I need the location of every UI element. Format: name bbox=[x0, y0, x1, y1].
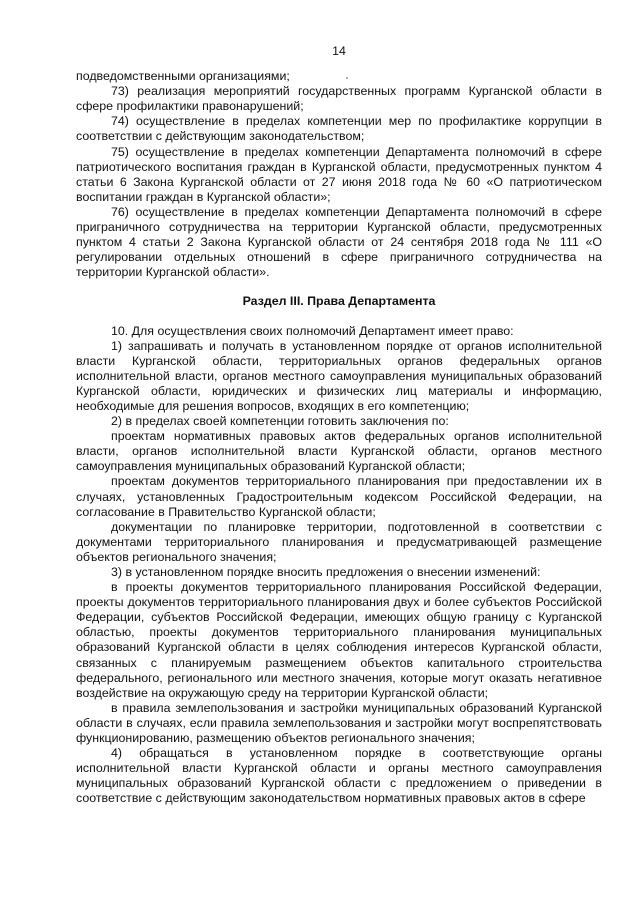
paragraph-subitem: в правила землепользования и застройки муниципальных образований Курганской области в случаях, если правила землепользования и застройки могут воспрепятствовать функционированию, размещению объектов регионального значения; bbox=[76, 700, 602, 746]
paragraph-right-1: 1) запрашивать и получать в установленном порядке от органов исполнительной власти Курганской области, территориальных органов федеральных органов исполнительной власти, органов местного самоуправления муниципальных образований Курганской области, юридических и физических лиц материалы и информацию, необходимые для решения вопросов, входящих в его компетенцию; bbox=[76, 338, 602, 413]
paragraph-right-2: 2) в пределах своей компетенции готовить заключения по: bbox=[111, 414, 449, 429]
list-items-top bbox=[76, 69, 602, 280]
paragraph-subitem: проектам документов территориального планирования при предоставлении их в случаях, установленных Градостроительным кодексом Российской Федерации, на согласование в Правительство Курганской области; bbox=[76, 474, 602, 519]
page-number: 14 bbox=[332, 44, 346, 58]
document-page bbox=[76, 44, 602, 807]
paragraph-subitem: в проекты документов территориального планирования Российской Федерации, проекты документов территориального планирования двух и более субъектов Российской Федерации, субъектов Российской Федерации, имеющих общую границу с Курганской областью, проекты документов территориального планирования муниципальных образований Курганской области в целях соблюдения интересов Курганской области, связанных с планируемым размещением объектов капитального строительства федерального, регионального или местного значения, которые могут оказать негативное воздействие на окружающую среду на территории Курганской области; bbox=[76, 580, 602, 700]
paragraph-right-4: 4) обращаться в установленном порядке в соответствующие органы исполнительной власти Курганской области и органы местного самоуправления муниципальных образований Курганской области с предложением о приведении в соответствие с действующим законодательством нормативных правовых актов в сфере bbox=[76, 746, 602, 806]
paragraph-item-74: 74) осуществление в пределах компетенции мер по профилактике коррупции в соответствии с действующим законодательством; bbox=[76, 114, 602, 144]
paragraph-subitem: проектам нормативных правовых актов федеральных органов исполнительной власти, органов исполнительной власти Курганской области, органов местного самоуправления муниципальных образований Курганской области; bbox=[76, 429, 602, 474]
paragraph-subitem: документации по планировке территории, подготовленной в соответствии с документами территориального планирования и предусматривающей размещение объектов регионального значения; bbox=[76, 519, 602, 564]
paragraph-item-75: 75) осуществление в пределах компетенции Департамента полномочий в сфере патриотического воспитания граждан в Курганской области, предусмотренных пунктом 4 статьи 6 Закона Курганской области от 27 июня 2018 года № 60 «О патриотическом воспитании граждан в Курганской области»; bbox=[76, 144, 602, 204]
section-heading: Раздел III. Права Департамента bbox=[242, 294, 436, 309]
paragraph-right-3: 3) в установленном порядке вносить предложения о внесении изменений: bbox=[111, 565, 541, 579]
paragraph-item-76: 76) осуществление в пределах компетенции Департамента полномочий в сфере приграничного сотрудничества на территории Курганской области, предусмотренных пунктом 4 статьи 2 Закона Курганской области от 24 сентября 2018 года № 111 «О регулировании отдельных отношений в сфере приграничного сотрудничества на территории Курганской области». bbox=[76, 204, 602, 280]
paragraph-item-73: 73) реализация мероприятий государственных программ Курганской области в сфере профилактики правонарушений; bbox=[76, 84, 602, 114]
section-body bbox=[76, 324, 602, 807]
paragraph: подведомственными организациями; bbox=[76, 69, 290, 84]
paragraph-10: 10. Для осуществления своих полномочий Департамент имеет право: bbox=[111, 323, 514, 338]
